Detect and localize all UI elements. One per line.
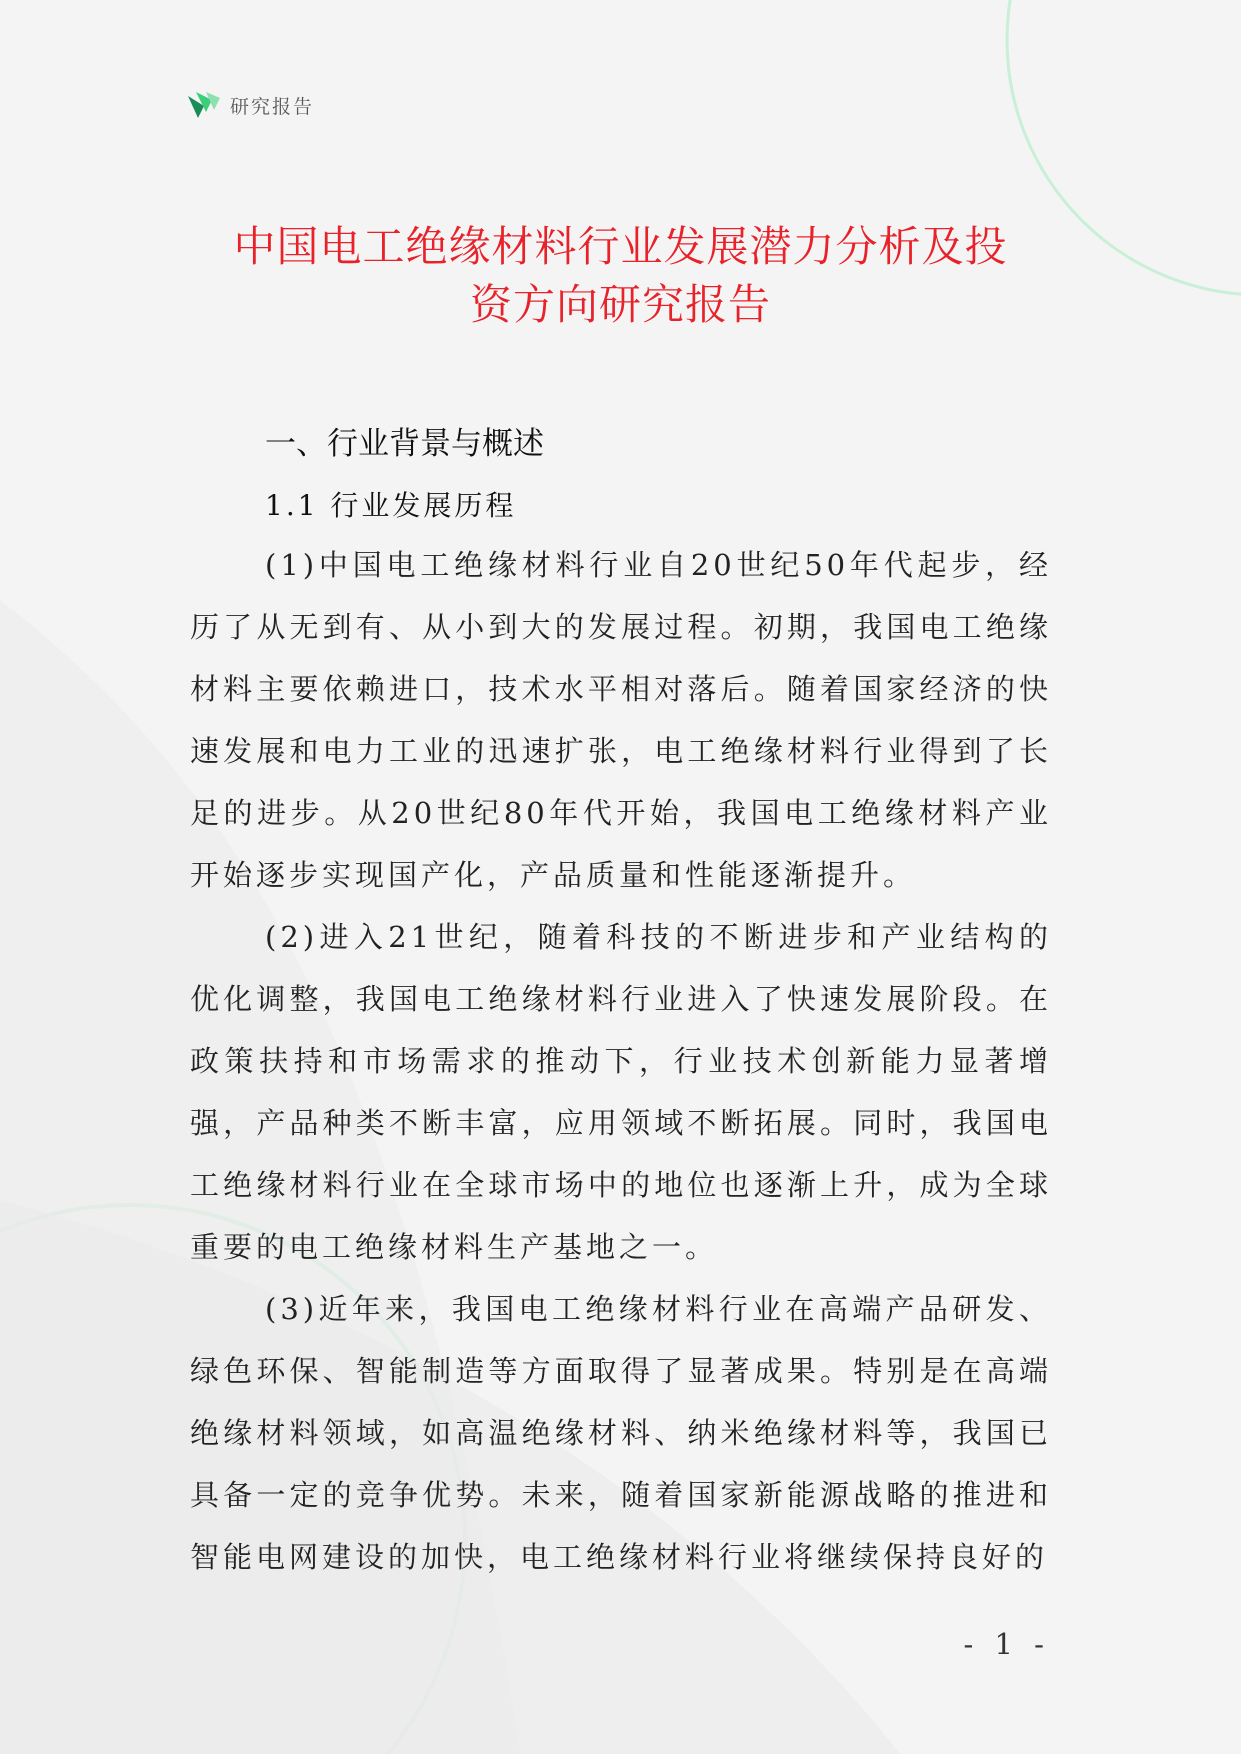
report-title: [150, 218, 1091, 334]
subsection-heading: 1.1 行业发展历程: [265, 489, 517, 522]
page-number: - 1 -: [963, 1627, 1050, 1661]
report-header: [186, 88, 314, 122]
section-heading: 一、行业背景与概述: [265, 426, 544, 462]
report-title-line-1: 中国电工绝缘材料行业发展潜力分析及投: [233, 222, 1008, 271]
report-title-line-2: 资方向研究报告: [469, 280, 771, 329]
paragraph-3: (3)近年来，我国电工绝缘材料行业在高端产品研发、绿色环保、智能制造等方面取得了显著成果。特别是在高端绝缘材料领域，如高温绝缘材料、纳米绝缘材料等，我国已具备一定的竞争优势。未来，随着国家新能源战略的推进和智能电网建设的加快，电工绝缘材料行业将继续保持良好的: [190, 1292, 1052, 1574]
brand-logo-icon: [186, 88, 222, 122]
body-text: [190, 534, 1052, 1588]
paragraph-2: (2)进入21世纪，随着科技的不断进步和产业结构的优化调整，我国电工绝缘材料行业进入了快速发展阶段。在政策扶持和市场需求的推动下，行业技术创新能力显著增强，产品种类不断丰富，应用领域不断拓展。同时，我国电工绝缘材料行业在全球市场中的地位也逐渐上升，成为全球重要的电工绝缘材料生产基地之一。: [190, 920, 1052, 1264]
header-label: 研究报告: [230, 95, 315, 118]
paragraph-1: (1)中国电工绝缘材料行业自20世纪50年代起步，经历了从无到有、从小到大的发展过程。初期，我国电工绝缘材料主要依赖进口，技术水平相对落后。随着国家经济的快速发展和电力工业的迅速扩张，电工绝缘材料行业得到了长足的进步。从20世纪80年代开始，我国电工绝缘材料产业开始逐步实现国产化，产品质量和性能逐渐提升。: [190, 548, 1052, 892]
